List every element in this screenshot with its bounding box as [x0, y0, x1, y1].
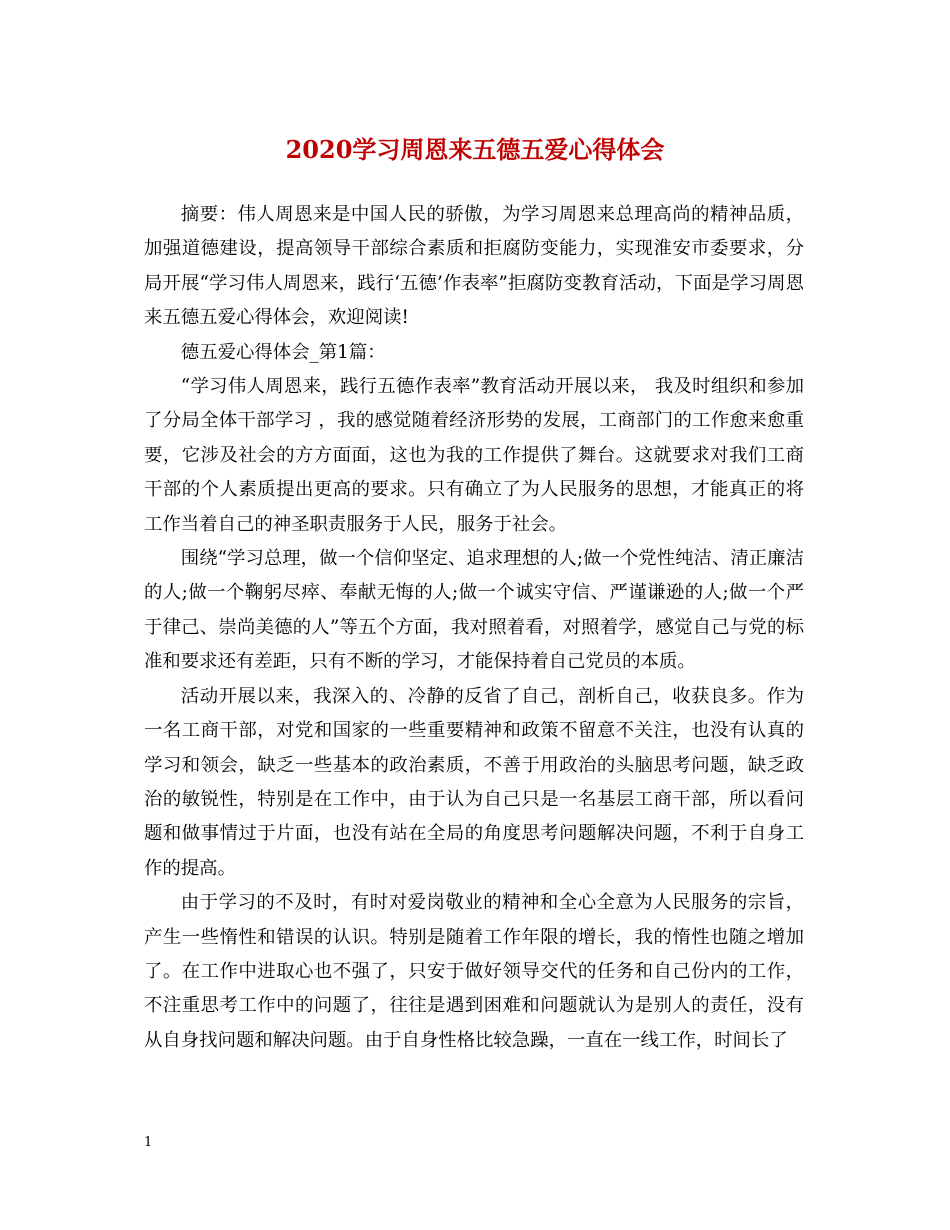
document-body: [144, 198, 804, 1058]
body-paragraph: 围绕“学习总理，做一个信仰坚定、追求理想的人;做一个党性纯洁、清正廉洁的人;做一个鞠躬尽瘁、奉献无悔的人;做一个诚实守信、严谨谦逊的人;做一个严于律己、崇尚美德的人”等五个方面，我对照着看，对照着学，感觉自己与党的标准和要求还有差距，只有不断的学习，才能保持着自己党员的本质。: [144, 548, 804, 673]
body-paragraph: 活动开展以来，我深入的、冷静的反省了自己，剖析自己，收获良多。作为一名工商干部，对党和国家的一些重要精神和政策不留意不关注，也没有认真的学习和领会，缺乏一些基本的政治素质，不善于用政治的头脑思考问题，缺乏政治的敏锐性，特别是在工作中，由于认为自己只是一名基层工商干部，所以看问题和做事情过于片面，也没有站在全局的角度思考问题解决问题，不利于自身工作的提高。: [144, 685, 804, 879]
section-heading: 德五爱心得体会_第1篇：: [180, 341, 386, 363]
body-paragraph: “学习伟人周恩来，践行五德作表率”教育活动开展以来， 我及时组织和参加了分局全体干部学习 ，我的感觉随着经济形势的发展，工商部门的工作愈来愈重要，它涉及社会的方方面面，这也为我的工作提供了舞台。这就要求对我们工商干部的个人素质提出更高的要求。只有确立了为人民服务的思想，才能真正的将工作当着自己的神圣职责服务于人民，服务于社会。: [144, 376, 804, 535]
body-paragraph: 由于学习的不及时，有时对爱岗敬业的精神和全心全意为人民服务的宗旨，产生一些惰性和错误的认识。特别是随着工作年限的增长，我的惰性也随之增加了。在工作中进取心也不强了，只安于做好领导交代的任务和自己份内的工作，不注重思考工作中的问题了，往往是遇到困难和问题就认为是别人的责任，没有从自身找问题和解决问题。由于自身性格比较急躁，一直在一线工作，时间长了: [144, 892, 804, 1051]
abstract-paragraph: 摘要：伟人周恩来是中国人民的骄傲，为学习周恩来总理高尚的精神品质，加强道德建设，提高领导干部综合素质和拒腐防变能力，实现淮安市委要求，分局开展“学习伟人周恩来，践行‘五德’作表率”拒腐防变教育活动，下面是学习周恩来五德五爱心得体会，欢迎阅读!: [144, 204, 804, 329]
page-number: 1: [144, 1135, 153, 1150]
document-title: 2020学习周恩来五德五爱心得体会: [285, 135, 665, 164]
